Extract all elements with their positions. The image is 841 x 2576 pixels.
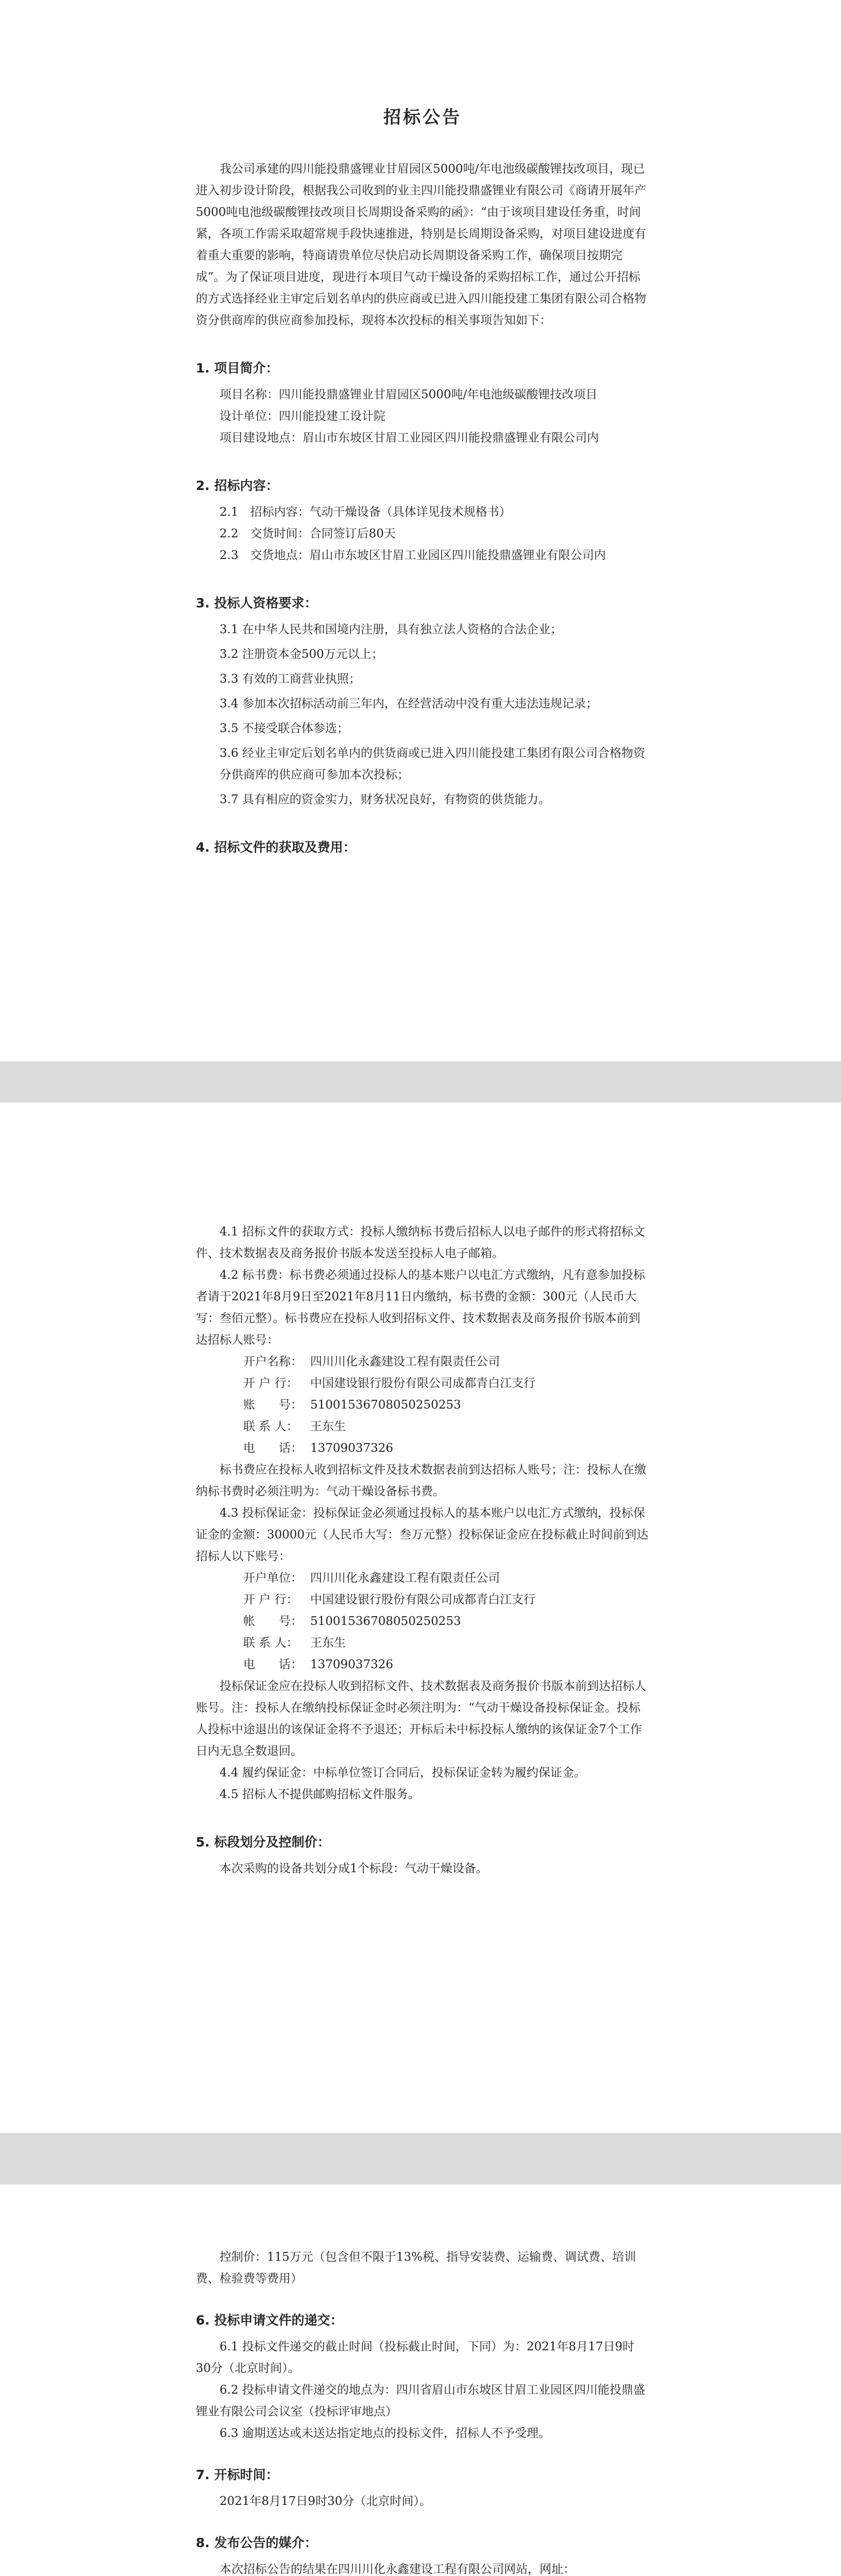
s2-item: 2.3 交货地点：眉山市东坡区甘眉工业园区四川能投鼎盛锂业有限公司内	[220, 549, 606, 562]
acct-value: 四川川化永鑫建设工程有限责任公司	[310, 1355, 500, 1368]
s3-item: 3.3 有效的工商营业执照；	[220, 672, 361, 686]
clause-4-4: 4.4 履约保证金：中标单位签订合同后，投标保证金转为履约保证金。	[220, 1766, 586, 1780]
s3-item: 3.6 经业主审定后划名单内的供货商或已进入四川能投建工集团有限公司合格物资分供商库的供应商可参加本次投标；	[220, 747, 645, 782]
acct-label: 联 系 人：	[243, 1420, 298, 1433]
acct-label: 开 户 行：	[243, 1593, 298, 1606]
clause-4-3-note: 投标保证金应在投标人收到招标文件、技术数据表及商务报价书版本前到达招标人账号。注：投标人在缴纳投标保证金时必须注明为：“气动干燥设备投标保证金。投标人投标中途退出的该保证金将不予退还；开标后未中标投标人缴纳的该保证金7个工作日内无息全数退回。	[196, 1680, 646, 1758]
acct-value: 王东生	[310, 1636, 346, 1650]
acct-value: 王东生	[310, 1420, 346, 1433]
section-1-heading: 1. 项目简介：	[196, 361, 279, 376]
s3-item: 3.4 参加本次招标活动前三年内，在经营活动中没有重大违法违规记录；	[220, 697, 598, 710]
document-title: 招标公告	[383, 107, 462, 128]
acct-label: 电 话：	[243, 1442, 302, 1455]
clause-4-3: 4.3 投标保证金：投标保证金必须通过投标人的基本账户以电汇方式缴纳，投标保证金的金额：30000元（人民币大写：叁万元整）投标保证金应在投标截止时间前到达招标人以下账号：	[196, 1506, 649, 1563]
acct-label: 联 系 人：	[243, 1636, 298, 1650]
section-4-heading: 4. 招标文件的获取及费用：	[196, 840, 356, 855]
control-price: 控制价：115万元（包含但不限于13%税、指导安装费、运输费、调试费、培训费、检验费等费用）	[196, 2250, 636, 2285]
clause-4-1: 4.1 招标文件的获取方式：投标人缴纳标书费后招标人以电子邮件的形式将招标文件、技术数据表及商务报价书版本发送至投标人电子邮箱。	[196, 1225, 645, 1260]
section-5-text: 本次采购的设备共划分成1个标段：气动干燥设备。	[220, 1862, 488, 1875]
design-unit: 设计单位：四川能投建工设计院	[220, 410, 385, 423]
page-2-content	[196, 1221, 649, 1879]
document-page-2	[0, 1103, 841, 2133]
section-3-heading: 3. 投标人资格要求：	[196, 596, 317, 611]
clause-4-2: 4.2 标书费：标书费必须通过投标人的基本账户以电汇方式缴纳，凡有意参加投标者请于2021年8月9日至2021年8月11日内缴纳，标书费的金额：300元（人民币大写：叁佰元整）。标书费应在投标人收到招标文件、技术数据表及商务报价书版本前到达招标人账号：	[196, 1268, 645, 1347]
acct-label: 帐 号：	[243, 1615, 302, 1628]
clause-6-1: 6.1 投标文件递交的截止时间（投标截止时间，下同）为：2021年8月17日9时30分（北京时间）。	[196, 2340, 634, 2375]
clause-6-3: 6.3 逾期送达或未送达指定地点的投标文件，招标人不予受理。	[220, 2427, 550, 2440]
page-1-content	[196, 103, 649, 863]
clause-6-2: 6.2 投标申请文件递交的地点为：四川省眉山市东坡区甘眉工业园区四川能投鼎盛锂业有限公司会议室（投标评审地点）	[196, 2383, 645, 2418]
s3-item: 3.2 注册资本金500万元以上；	[220, 648, 383, 661]
acct-label: 电 话：	[243, 1658, 302, 1671]
acct-value: 中国建设银行股份有限公司成都青白江支行	[310, 1593, 535, 1606]
s3-item: 3.1 在中华人民共和国境内注册，具有独立法人资格的合法企业；	[220, 623, 562, 636]
document-page-3	[0, 2184, 841, 2576]
acct-value: 13709037326	[310, 1442, 393, 1455]
acct-value: 中国建设银行股份有限公司成都青白江支行	[310, 1377, 535, 1390]
section-5-heading: 5. 标段划分及控制价：	[196, 1835, 330, 1850]
page-3-content	[196, 2246, 649, 2576]
acct-value: 51001536708050250253	[310, 1615, 461, 1628]
acct-label: 账 号：	[243, 1398, 302, 1412]
acct-label: 开 户 行：	[243, 1377, 298, 1390]
s3-item: 3.5 不接受联合体参选；	[220, 722, 349, 735]
account-block-2	[196, 1567, 649, 1675]
acct-label: 开户单位：	[243, 1571, 302, 1585]
intro-paragraph: 我公司承建的四川能投鼎盛锂业甘眉园区5000吨/年电池级碳酸锂技改项目，现已进入初步设计阶段，根据我公司收到的业主四川能投鼎盛锂业有限公司《商请开展年产5000吨电池级碳酸锂技改项目长周期设备采购的函》：“由于该项目建设任务重，时间紧，各项工作需采取超常规手段快速推进，特别是长周期设备采购，对项目建设进度有着重大重要的影响，特商请贵单位尽快启动长周期设备采购工作，确保项目按期完成”。为了保证项目进度，现进行本项目气动干燥设备的采购招标工作，通过公开招标的方式选择经业主审定后划名单内的供应商或已进入四川能投建工集团有限公司合格物资分供商库的供应商参加投标，现将本次投标的相关事项告知如下：	[196, 162, 646, 327]
acct-value: 四川川化永鑫建设工程有限责任公司	[310, 1571, 500, 1585]
section-2-heading: 2. 招标内容：	[196, 478, 279, 493]
s3-item: 3.7 具有相应的资金实力，财务状况良好，有物资的供货能力。	[220, 793, 550, 806]
account-block-1	[196, 1351, 649, 1459]
acct-value: 51001536708050250253	[310, 1398, 461, 1412]
clause-4-5: 4.5 招标人不提供邮购招标文件服务。	[220, 1788, 420, 1801]
section-8-heading: 8. 发布公告的媒介：	[196, 2535, 317, 2550]
clause-4-2-note: 标书费应在投标人收到招标文件及技术数据表前到达招标人账号；注：投标人在缴纳标书费时必须注明为：气动干燥设备标书费。	[196, 1463, 646, 1498]
project-site: 项目建设地点：眉山市东坡区甘眉工业园区四川能投鼎盛锂业有限公司内	[220, 431, 599, 445]
opening-time: 2021年8月17日9时30分（北京时间）。	[220, 2495, 431, 2508]
project-name: 项目名称：四川能投鼎盛锂业甘眉园区5000吨/年电池级碳酸锂技改项目	[220, 388, 598, 401]
section-6-heading: 6. 投标申请文件的递交：	[196, 2313, 343, 2328]
publish-media: 本次招标公告的结果在四川川化永鑫建设工程有限公司网站，网址：	[220, 2563, 575, 2576]
s2-item: 2.2 交货时间：合同签订后80天	[220, 527, 396, 540]
s2-item: 2.1 招标内容：气动干燥设备（具体详见技术规格书）	[220, 505, 511, 519]
document-page-1	[0, 0, 841, 1061]
section-7-heading: 7. 开标时间：	[196, 2467, 279, 2482]
acct-label: 开户名称：	[243, 1355, 302, 1368]
acct-value: 13709037326	[310, 1658, 393, 1671]
